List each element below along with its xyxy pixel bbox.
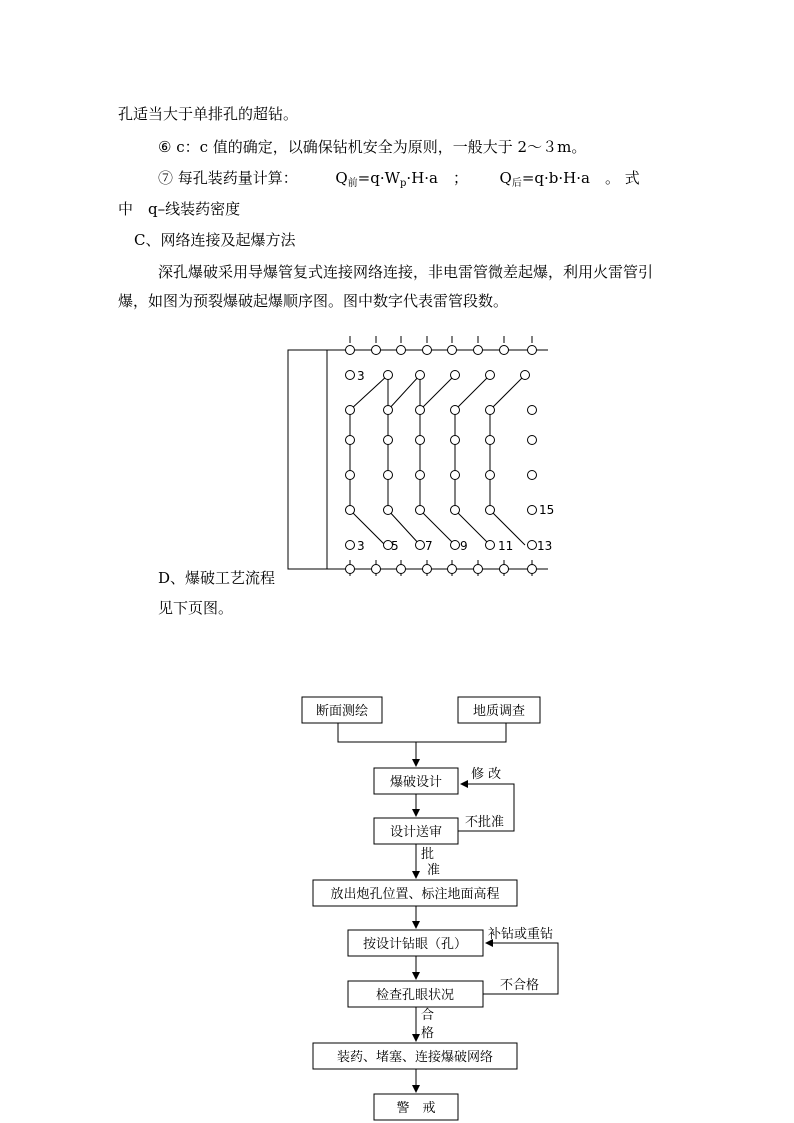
formula-intro: ⑦ 每孔装药量计算： (158, 169, 298, 187)
text-line-9: 见下页图。 (158, 599, 234, 617)
flow-text-survey: 断面测绘 (315, 704, 369, 719)
formula-q-back: $Q_后=q\cdot b\cdot H\cdot a$ 。 式 (499, 169, 640, 189)
hole-label-right: 15 (539, 503, 555, 517)
flow-text-review: 设计送审 (389, 825, 443, 840)
flow-text-drill: 按设计钻眼（孔） (362, 937, 468, 952)
flow-text-check: 检查孔眼状况 (375, 988, 455, 1003)
hole-label-bottom-5: 11 (498, 539, 514, 553)
flow-label-modify: 修 改 (471, 767, 502, 782)
text-line-6: 深孔爆破采用导爆管复式连接网络连接，非电雷管微差起爆，利用火雷管引 (158, 263, 654, 281)
flow-label-fail: 不合格 (500, 978, 540, 993)
text-line-4: 中 q–线装药密度 (118, 200, 241, 218)
hole-label-bottom-1: 3 (357, 539, 365, 553)
flow-text-guard: 警 戒 (396, 1101, 436, 1116)
hole-label-bottom-3: 7 (425, 539, 433, 553)
text-line-1: 孔适当大于单排孔的超钻。 (118, 105, 299, 123)
flow-text-geology: 地质调查 (472, 704, 526, 719)
flow-text-design: 爆破设计 (389, 775, 443, 790)
text-line-2: ⑥ c：c 值的确定，以确保钻机安全为原则，一般大于 2～３m。 (158, 138, 587, 156)
section-heading-d: D、爆破工艺流程 (158, 569, 276, 587)
hole-label-top: 3 (357, 369, 365, 383)
hole-label-bottom-6: 13 (537, 539, 553, 553)
flow-label-approve-1: 批 (421, 847, 435, 862)
flow-label-redrill: 补钻或重钻 (488, 927, 554, 942)
flow-label-reject: 不批准 (465, 815, 505, 830)
flow-label-pass-1: 合 (421, 1008, 435, 1023)
section-heading-c: C、网络连接及起爆方法 (134, 231, 296, 249)
flow-label-approve-2: 准 (427, 863, 441, 878)
flow-label-pass-2: 格 (421, 1026, 435, 1041)
hole-label-bottom-4: 9 (460, 539, 468, 553)
flow-text-layout: 放出炮孔位置、标注地面高程 (330, 887, 500, 902)
text-line-7: 爆，如图为预裂爆破起爆顺序图。图中数字代表雷管段数。 (118, 292, 509, 310)
hole-label-bottom-2: 5 (391, 539, 399, 553)
formula-q-front: $Q_前=q\cdot W_p\cdot H\cdot a$ ； (335, 169, 468, 189)
flow-text-charge: 装药、堵塞、连接爆破网络 (336, 1050, 494, 1065)
